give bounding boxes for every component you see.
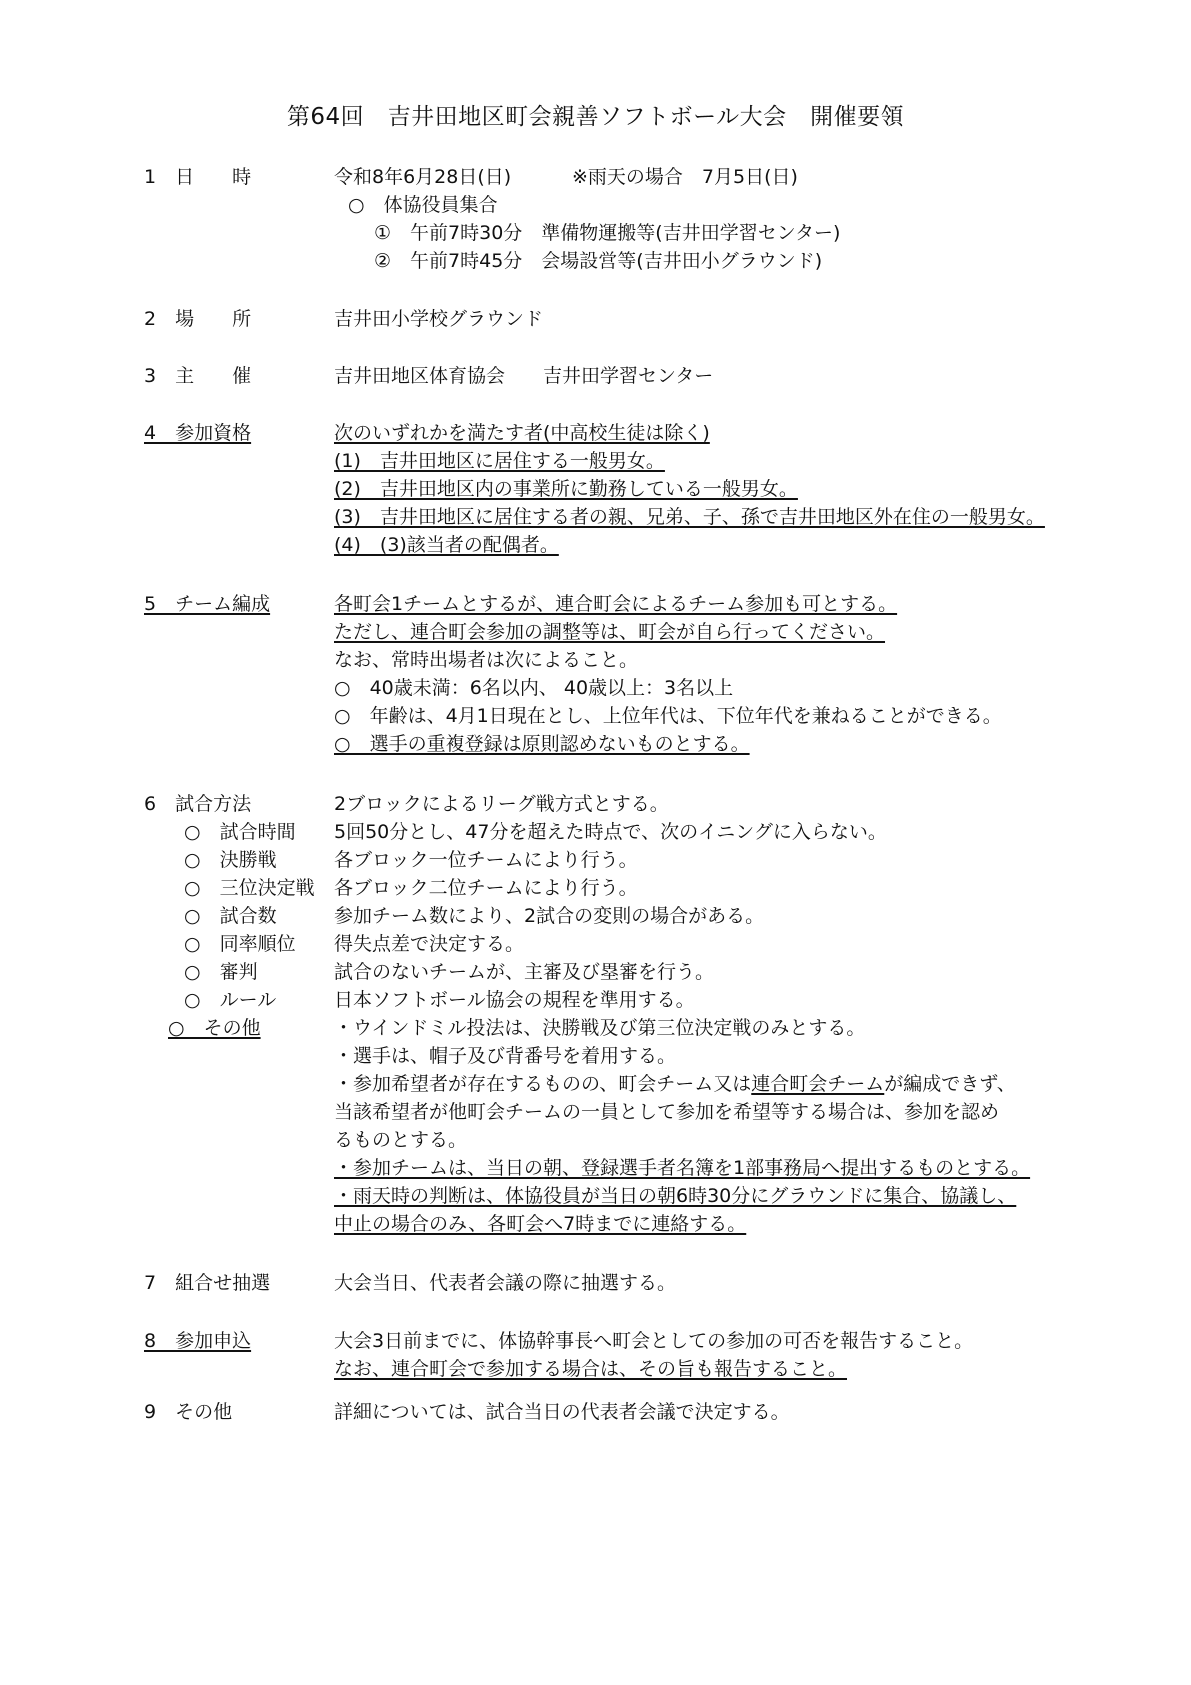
section-5-label: 5 チーム編成 bbox=[144, 593, 271, 615]
section-6-other-3 bbox=[334, 1072, 1016, 1096]
section-4-label: 4 参加資格 bbox=[144, 422, 252, 444]
section-8-line-1: 大会3日前までに、体協幹事長へ町会としての参加の可否を報告すること。 bbox=[334, 1330, 974, 1352]
section-6-other-3-c: が編成できず、 bbox=[884, 1073, 1016, 1095]
section-1-gather: ○ 体協役員集合 bbox=[348, 194, 498, 216]
document-title: 第64回 吉井田地区町会親善ソフトボール大会 開催要領 bbox=[286, 104, 905, 130]
section-5-line-3: なお、常時出場者は次によること。 bbox=[334, 649, 639, 671]
section-6-row-text: 参加チーム数により、2試合の変則の場合がある。 bbox=[334, 905, 765, 927]
section-6-other-8: 中止の場合のみ、各町会へ7時までに連絡する。 bbox=[334, 1213, 747, 1235]
section-1-item-2: ② 午前7時45分 会場設営等(吉井田小グラウンド) bbox=[374, 250, 823, 272]
section-6-row-label: ○ 審判 bbox=[184, 961, 258, 983]
section-4-item-1: (1) 吉井田地区に居住する一般男女。 bbox=[334, 450, 665, 472]
section-4-text: 次のいずれかを満たす者(中高校生徒は除く) bbox=[334, 422, 710, 444]
section-6-row-text: 各ブロック二位チームにより行う。 bbox=[334, 877, 638, 899]
section-6-other-3-a: ・参加希望者が存在するものの、町会チーム又は bbox=[334, 1073, 752, 1095]
section-6-row-text: 5回50分とし、47分を超えた時点で、次のイニングに入らない。 bbox=[334, 821, 887, 843]
section-4-item-4: (4) (3)該当者の配偶者。 bbox=[334, 534, 559, 556]
section-9-text: 詳細については、試合当日の代表者会議で決定する。 bbox=[334, 1401, 790, 1423]
section-6-other-3-b: 連合町会チーム bbox=[751, 1073, 885, 1095]
section-6-other-4: 当該希望者が他町会チームの一員として参加を希望等する場合は、参加を認め bbox=[334, 1101, 1000, 1123]
section-2-text: 吉井田小学校グラウンド bbox=[334, 308, 544, 330]
section-6-row-label: ○ 決勝戦 bbox=[184, 849, 277, 871]
section-6-row-label: ○ 試合時間 bbox=[184, 821, 296, 843]
section-5-line-2: ただし、連合町会参加の調整等は、町会が自ら行ってください。 bbox=[334, 621, 886, 643]
section-5-line-4: ○ 40歳未満：6名以内、 40歳以上：3名以上 bbox=[334, 677, 734, 699]
section-8-label: 8 参加申込 bbox=[144, 1330, 252, 1352]
section-6-row-label: ○ 三位決定戦 bbox=[184, 877, 315, 899]
section-6-row-text: 得失点差で決定する。 bbox=[334, 933, 525, 955]
section-8-line-2: なお、連合町会で参加する場合は、その旨も報告すること。 bbox=[334, 1358, 848, 1380]
section-1-item-1: ① 午前7時30分 準備物運搬等(吉井田学習センター) bbox=[374, 222, 841, 244]
section-5-line-1: 各町会1チームとするが、連合町会によるチーム参加も可とする。 bbox=[334, 593, 898, 615]
section-2-label: 2 場 所 bbox=[144, 308, 252, 330]
section-6-other-5: るものとする。 bbox=[334, 1129, 468, 1151]
section-1-label: 1 日 時 bbox=[144, 166, 252, 188]
section-6-other-7: ・雨天時の判断は、体協役員が当日の朝6時30分にグラウンドに集合、協議し、 bbox=[334, 1185, 1017, 1207]
section-4-item-2: (2) 吉井田地区内の事業所に勤務している一般男女。 bbox=[334, 478, 798, 500]
section-3-text: 吉井田地区体育協会 吉井田学習センター bbox=[334, 365, 714, 387]
section-6-other-6: ・参加チームは、当日の朝、登録選手者名簿を1部事務局へ提出するものとする。 bbox=[334, 1157, 1031, 1179]
section-6-row-label: ○ 試合数 bbox=[184, 905, 277, 927]
section-6-label: 6 試合方法 bbox=[144, 793, 252, 815]
section-6-row-text: 日本ソフトボール協会の規程を準用する。 bbox=[334, 989, 695, 1011]
section-5-line-5: ○ 年齢は、4月1日現在とし、上位年代は、下位年代を兼ねることができる。 bbox=[334, 705, 1002, 727]
section-7-text: 大会当日、代表者会議の際に抽選する。 bbox=[334, 1272, 677, 1294]
section-6-row-text: 試合のないチームが、主審及び塁審を行う。 bbox=[334, 961, 715, 983]
section-6-text: 2ブロックによるリーグ戦方式とする。 bbox=[334, 793, 669, 815]
section-6-other-label: ○ その他 bbox=[168, 1017, 261, 1039]
section-6-row-text: 各ブロック一位チームにより行う。 bbox=[334, 849, 638, 871]
section-4-item-3: (3) 吉井田地区に居住する者の親、兄弟、子、孫で吉井田地区外在住の一般男女。 bbox=[334, 506, 1045, 528]
section-7-label: 7 組合せ抽選 bbox=[144, 1272, 271, 1294]
section-6-row-label: ○ 同率順位 bbox=[184, 933, 296, 955]
section-6-other-1: ・ウインドミル投法は、決勝戦及び第三位決定戦のみとする。 bbox=[334, 1017, 866, 1039]
section-9-label: 9 その他 bbox=[144, 1401, 233, 1423]
section-6-other-2: ・選手は、帽子及び背番号を着用する。 bbox=[334, 1045, 677, 1067]
section-5-line-6: ○ 選手の重複登録は原則認めないものとする。 bbox=[334, 733, 750, 755]
section-1-date: 令和8年6月28日(日) bbox=[334, 166, 512, 188]
section-6-row-label: ○ ルール bbox=[184, 989, 277, 1011]
section-1-rain-date: ※雨天の場合 7月5日(日) bbox=[572, 166, 798, 188]
section-3-label: 3 主 催 bbox=[144, 365, 252, 387]
